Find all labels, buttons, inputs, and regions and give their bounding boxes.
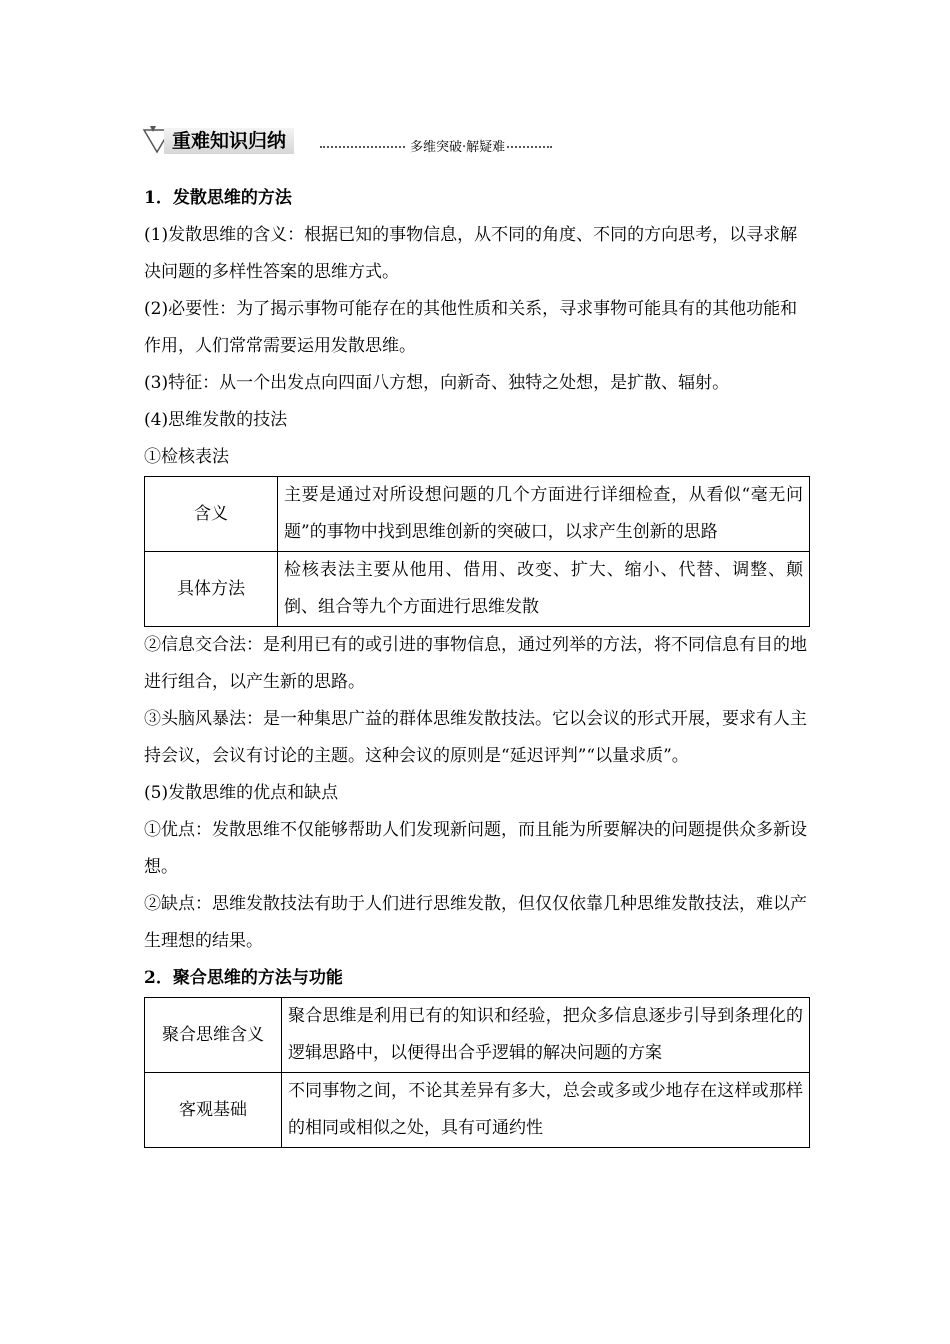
paragraph-feature: (3)特征：从一个出发点向四面八方想，向新奇、独特之处想，是扩散、辐射。 [144, 373, 730, 393]
paragraph-pros: ①优点：发散思维不仅能够帮助人们发现新问题，而且能为所要解决的问题提供众多新设想。 [144, 820, 807, 877]
table-row [145, 477, 810, 552]
section2-heading: 2．聚合思维的方法与功能 [144, 968, 343, 988]
table-cell-text: 不同事物之间，不论其差异有多大，总会或多或少地存在这样或那样的相同或相似之处，具有可通约性 [282, 1073, 810, 1148]
table-cell-label: 客观基础 [145, 1073, 282, 1148]
table-row [145, 1073, 810, 1148]
paragraph-brainstorming: ③头脑风暴法：是一种集思广益的群体思维发散技法。它以会议的形式开展，要求有人主持会议，会议有讨论的主题。这种会议的原则是“延迟评判”“以量求质”。 [144, 709, 807, 766]
paragraph-info-combination: ②信息交合法：是利用已有的或引进的事物信息，通过列举的方法，将不同信息有目的地进行组合，以产生新的思路。 [144, 635, 807, 692]
paragraph-techniques: (4)思维发散的技法 [144, 410, 288, 430]
table-cell-text: 聚合思维是利用已有的知识和经验，把众多信息逐步引导到条理化的逻辑思路中，以便得出合乎逻辑的解决问题的方案 [282, 998, 810, 1073]
convergent-table [144, 997, 810, 1148]
table-row [145, 552, 810, 627]
paragraph-necessity: (2)必要性：为了揭示事物可能存在的其他性质和关系，寻求事物可能具有的其他功能和作用，人们常常需要运用发散思维。 [144, 299, 798, 356]
paragraph-cons: ②缺点：思维发散技法有助于人们进行思维发散，但仅仅依靠几种思维发散技法，难以产生理想的结果。 [144, 894, 807, 951]
table-cell-text: 主要是通过对所设想问题的几个方面进行详细检查，从看似“毫无问题”的事物中找到思维创新的突破口，以求产生创新的思路 [278, 477, 810, 552]
section1-heading: 1．发散思维的方法 [144, 188, 292, 208]
banner-title: 重难知识归纳 [164, 128, 294, 154]
checklist-table [144, 476, 810, 627]
table-cell-text: 检核表法主要从他用、借用、改变、扩大、缩小、代替、调整、颠倒、组合等九个方面进行思维发散 [278, 552, 810, 627]
paragraph-meaning: (1)发散思维的含义：根据已知的事物信息，从不同的角度、不同的方向思考，以寻求解决问题的多样性答案的思维方式。 [144, 225, 798, 282]
section-banner [142, 124, 542, 164]
table-cell-label: 具体方法 [145, 552, 278, 627]
table-cell-label: 聚合思维含义 [145, 998, 282, 1073]
document-body [144, 180, 810, 1148]
table-cell-label: 含义 [145, 477, 278, 552]
paragraph-checklist: ①检核表法 [144, 447, 229, 467]
banner-subtitle: 多维突破·解疑难 [406, 136, 505, 155]
table-row [145, 998, 810, 1073]
paragraph-pros-cons: (5)发散思维的优点和缺点 [144, 783, 339, 803]
